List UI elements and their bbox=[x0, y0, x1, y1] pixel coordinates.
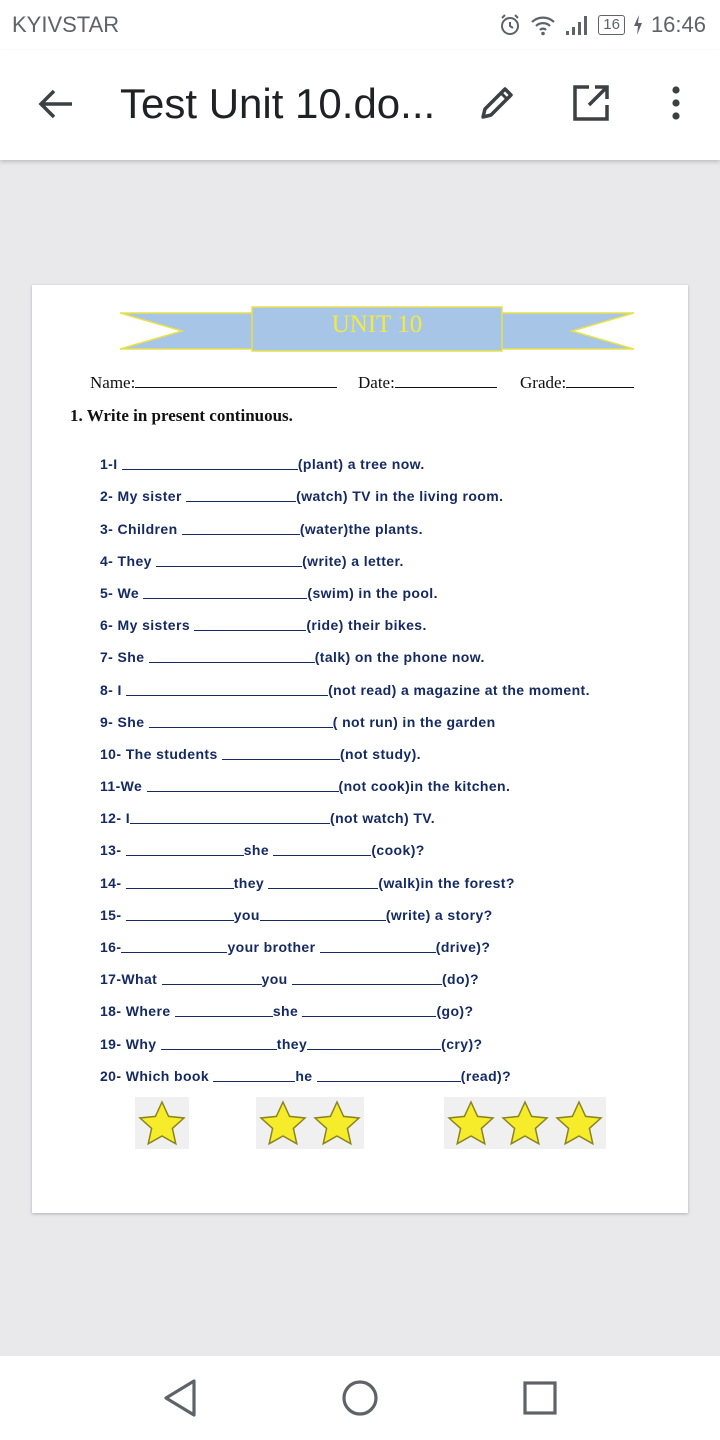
exercise-item bbox=[100, 762, 660, 794]
pencil-icon bbox=[477, 83, 517, 123]
grade-field bbox=[520, 373, 634, 393]
more-options-button[interactable] bbox=[656, 80, 696, 126]
charging-icon bbox=[633, 15, 643, 35]
item-prefix: 19- Why bbox=[100, 1035, 157, 1052]
item-prefix: 2- My sister bbox=[100, 488, 182, 505]
system-nav-bar bbox=[0, 1356, 720, 1440]
answer-blank bbox=[268, 877, 378, 889]
answer-blank bbox=[130, 812, 330, 824]
answer-blank bbox=[156, 555, 302, 567]
answer-blank bbox=[292, 973, 442, 985]
back-arrow-icon bbox=[38, 88, 74, 120]
item-prefix: 10- The students bbox=[100, 745, 218, 762]
item-prefix: 3- Children bbox=[100, 520, 178, 537]
exercise-item bbox=[100, 730, 660, 762]
name-field bbox=[90, 373, 337, 393]
item-text: they bbox=[276, 1035, 308, 1052]
exercise-item bbox=[100, 472, 660, 504]
grade-blank bbox=[566, 374, 634, 388]
star-icon bbox=[501, 1100, 549, 1146]
back-button[interactable] bbox=[34, 82, 78, 126]
item-text: (do)? bbox=[441, 971, 479, 988]
circle-home-icon bbox=[340, 1378, 380, 1418]
answer-blank bbox=[175, 1005, 273, 1017]
item-prefix: 5- We bbox=[100, 584, 140, 601]
exercise-item bbox=[100, 569, 660, 601]
item-text: (walk)in the forest? bbox=[378, 874, 515, 891]
item-prefix: 18- Where bbox=[100, 1003, 171, 1020]
edit-button[interactable] bbox=[474, 80, 520, 126]
item-prefix: 17-What bbox=[100, 971, 158, 988]
item-text: (talk) on the phone now. bbox=[314, 649, 485, 666]
exercise-item bbox=[100, 955, 660, 987]
answer-blank bbox=[122, 458, 298, 470]
battery-level: 16 bbox=[598, 15, 625, 35]
signal-icon bbox=[564, 14, 590, 36]
star-icon bbox=[138, 1100, 186, 1146]
item-prefix: 9- She bbox=[100, 713, 145, 730]
item-text: (ride) their bikes. bbox=[306, 617, 427, 634]
item-text: your brother bbox=[227, 939, 316, 955]
item-prefix: 6- My sisters bbox=[100, 617, 191, 634]
more-vert-icon bbox=[671, 85, 681, 121]
exercise-item bbox=[100, 504, 660, 536]
answer-blank bbox=[194, 619, 306, 631]
item-prefix: 20- Which book bbox=[100, 1067, 210, 1084]
item-text: (not read) a magazine at the moment. bbox=[328, 681, 590, 698]
exercise-item bbox=[100, 1052, 660, 1084]
clock: 16:46 bbox=[650, 12, 706, 37]
exercise-item bbox=[100, 826, 660, 858]
exercise-list bbox=[100, 440, 660, 1084]
item-text: (cry)? bbox=[441, 1035, 483, 1052]
exercise-item bbox=[100, 794, 660, 826]
item-text: (swim) in the pool. bbox=[307, 584, 438, 601]
status-icons bbox=[498, 12, 706, 38]
square-recents-icon bbox=[521, 1379, 559, 1417]
answer-blank bbox=[260, 909, 386, 921]
item-text: (go)? bbox=[436, 1003, 474, 1020]
date-blank bbox=[395, 374, 497, 388]
item-text: (cook)? bbox=[371, 842, 425, 859]
item-prefix: 1-I bbox=[100, 456, 118, 473]
item-text: (not watch) TV. bbox=[330, 810, 436, 827]
item-text: you bbox=[261, 971, 288, 988]
nav-recents-button[interactable] bbox=[518, 1376, 562, 1420]
answer-blank bbox=[126, 844, 244, 856]
answer-blank bbox=[222, 748, 340, 760]
item-prefix: 13- bbox=[100, 842, 122, 859]
date-label: Date: bbox=[358, 373, 395, 392]
answer-blank bbox=[126, 909, 234, 921]
item-text: (watch) TV in the living room. bbox=[296, 488, 504, 505]
item-prefix: 8- I bbox=[100, 681, 122, 698]
exercise-item bbox=[100, 858, 660, 890]
nav-home-button[interactable] bbox=[338, 1376, 382, 1420]
item-text: (not cook)in the kitchen. bbox=[338, 778, 511, 795]
answer-blank bbox=[307, 1038, 441, 1050]
status-bar bbox=[0, 0, 720, 50]
item-text: you bbox=[233, 906, 260, 923]
exercise-item bbox=[100, 440, 660, 472]
document-page[interactable] bbox=[32, 285, 688, 1213]
item-text: ( not run) in the garden bbox=[332, 713, 496, 730]
answer-blank bbox=[126, 684, 328, 696]
exercise-item bbox=[100, 698, 660, 730]
exercise-item bbox=[100, 1019, 660, 1051]
answer-blank bbox=[149, 651, 315, 663]
answer-blank bbox=[320, 941, 436, 953]
item-text: (write) a letter. bbox=[302, 552, 404, 569]
answer-blank bbox=[161, 1038, 277, 1050]
answer-blank bbox=[126, 877, 234, 889]
item-prefix: 16- bbox=[100, 939, 122, 955]
item-text: (water)the plants. bbox=[299, 520, 423, 537]
answer-blank bbox=[121, 941, 227, 953]
item-text: (drive)? bbox=[435, 939, 491, 955]
grade-label: Grade: bbox=[520, 373, 567, 392]
exercise-item bbox=[100, 665, 660, 697]
exercise-item bbox=[100, 633, 660, 665]
exercise-item bbox=[100, 987, 660, 1019]
answer-blank bbox=[213, 1070, 295, 1082]
item-text: (plant) a tree now. bbox=[297, 456, 425, 473]
answer-blank bbox=[162, 973, 262, 985]
item-prefix: 15- bbox=[100, 906, 122, 923]
item-text: they bbox=[233, 874, 265, 891]
item-text: she bbox=[243, 842, 270, 859]
exercise-item bbox=[100, 891, 660, 923]
rating-two-stars bbox=[256, 1097, 364, 1149]
instruction: 1. Write in present continuous. bbox=[70, 406, 293, 425]
answer-blank bbox=[143, 587, 307, 599]
alarm-icon bbox=[498, 13, 522, 37]
answer-blank bbox=[273, 844, 371, 856]
nav-back-button[interactable] bbox=[158, 1376, 202, 1420]
item-text: he bbox=[295, 1067, 313, 1084]
rating-one-star bbox=[135, 1097, 189, 1149]
exercise-item bbox=[100, 923, 660, 955]
star-icon bbox=[555, 1100, 603, 1146]
item-prefix: 11-We bbox=[100, 778, 143, 795]
triangle-back-icon bbox=[162, 1378, 198, 1418]
name-blank bbox=[135, 374, 337, 388]
exercise-item bbox=[100, 537, 660, 569]
open-with-button[interactable] bbox=[568, 80, 614, 126]
item-prefix: 14- bbox=[100, 874, 122, 891]
star-icon bbox=[447, 1100, 495, 1146]
answer-blank bbox=[182, 523, 300, 535]
app-bar bbox=[0, 50, 720, 160]
answer-blank bbox=[149, 716, 333, 728]
item-text: (read)? bbox=[460, 1067, 512, 1084]
answer-blank bbox=[147, 780, 339, 792]
open-external-icon bbox=[571, 83, 611, 123]
answer-blank bbox=[317, 1070, 461, 1082]
date-field bbox=[358, 373, 497, 393]
item-prefix: 4- They bbox=[100, 552, 152, 569]
item-prefix: 12- I bbox=[100, 810, 131, 827]
answer-blank bbox=[186, 490, 296, 502]
exercise-item bbox=[100, 601, 660, 633]
answer-blank bbox=[302, 1005, 436, 1017]
item-text: (write) a story? bbox=[385, 906, 493, 923]
unit-title: UNIT 10 bbox=[331, 311, 423, 338]
star-icon bbox=[313, 1100, 361, 1146]
wifi-icon bbox=[530, 14, 556, 36]
document-title: Test Unit 10.do... bbox=[120, 80, 436, 127]
name-label: Name: bbox=[90, 373, 136, 392]
star-icon bbox=[259, 1100, 307, 1146]
item-text: she bbox=[272, 1003, 299, 1020]
item-prefix: 7- She bbox=[100, 649, 145, 666]
carrier-label: KYIVSTAR bbox=[12, 12, 120, 37]
item-text: (not study). bbox=[339, 745, 421, 762]
rating-three-stars bbox=[444, 1097, 606, 1149]
